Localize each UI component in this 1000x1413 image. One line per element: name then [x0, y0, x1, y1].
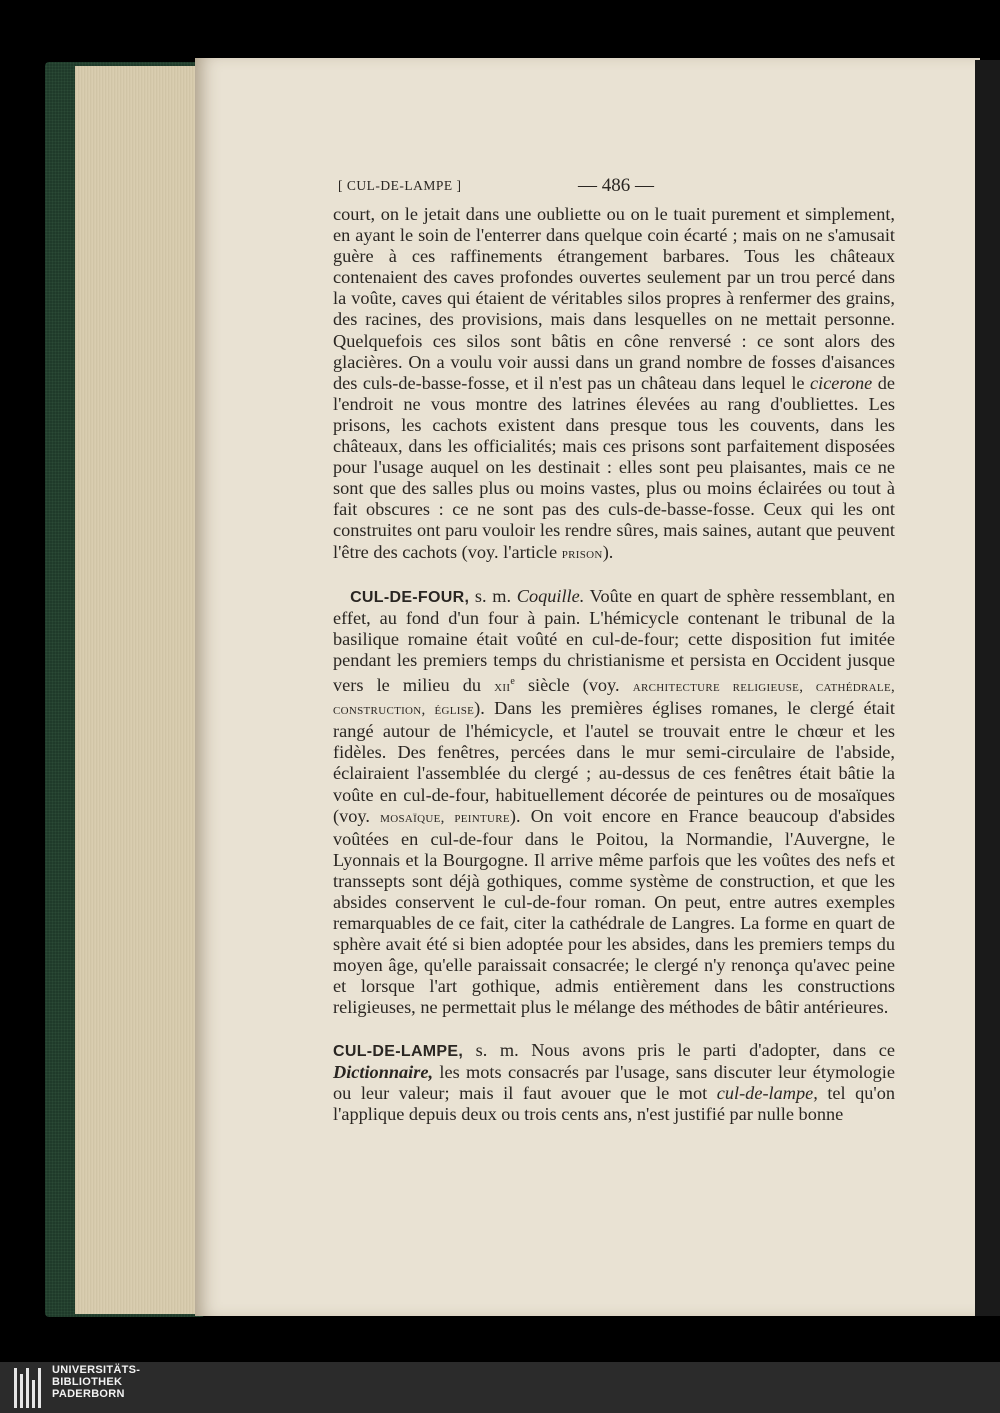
grammar-label: s. m. — [474, 585, 512, 606]
entry-cul-de-four — [333, 586, 895, 1019]
paragraph-oubliettes — [333, 204, 895, 565]
paragraph-text: Nous avons pris le parti d'adopter, dans ce — [531, 1039, 896, 1060]
page-text — [333, 204, 895, 1125]
library-name-line: UNIVERSITÄTS- — [52, 1364, 141, 1376]
paragraph-text: siècle (voy. — [527, 675, 620, 696]
italic-term: Coquille. — [516, 585, 585, 606]
page-number: — 486 — — [578, 175, 654, 196]
cross-reference: prison — [561, 545, 603, 562]
italic-term: Dictionnaire, — [333, 1061, 434, 1082]
paragraph-text: court, on le jetait dans une oubliette ou on le tuait purement et simplement, en ayant le soin de l'enterrer dans quelque coin écarté ; mais on ne s'amusait guère à ces raffinements étrangement barbares. Tous les châteaux contenaient des caves profondes ouvertes seulement par un trou percé dans la voûte, caves qui étaient de véritables silos propres à renfermer des grains, des racines, des provisions, mais dans lesquelles on ne mettait personne. Quelquefois ces silos sont bâtis en cône renversé : ce sont alors des glacières. On a voulu voir aussi dans un grand nombre de fosses d'aisances des culs-de-basse-fosse, et il n'est pas un château dans lequel le — [333, 204, 895, 393]
library-name — [52, 1364, 140, 1400]
entry-headword: CUL-DE-FOUR, — [350, 588, 470, 606]
paragraph-text: ). On voit encore en France beaucoup d'absides voûtées en cul-de-four dans le Poitou, la Normandie, l'Auvergne, le Lyonnais et la Bourgogne. Il arrive même parfois que les voûtes des nefs et transsepts sont déjà gothiques, comme système de construction, et que les absides conservent le cul-de-four roman. On peut, entre autres exemples remarquables de ce fait, citer la cathédrale de Langres. La forme en quart de sphère avait été si bien adoptée pour les absides, dans les premiers temps du moyen âge, qu'elle paraissait consacrée; le clergé n'y renonça qu'avec peine et lorsque l'art gothique, admis entièrement dans les constructions religieuses, ne permettait plus le mélange des méthodes de bâtir antérieures. — [333, 805, 895, 1018]
paragraph-text: de l'endroit ne vous montre des latrines élevées au rang d'oubliettes. Les prisons, les cachots existent dans presque tous les couvents, dans les châteaux, dans les officialités; mais ces prisons sont parfaitement disposées pour l'usage auquel on les destinait : elles sont peu plaisantes, mais ce ne sont que des salles plus ou moins vastes, plus ou moins éclairées ou tout à fait obscures : ce ne sont pas des culs-de-basse-fosse. Ceux qui les ont construites ont paru vouloir les rendre sûres, mais saines, autant que peuvent l'être des cachots (voy. l'article — [333, 372, 895, 562]
paragraph-text: ). Dans les premières églises romanes, le clergé était rangé autour de l'hémicycle, et l'autel se trouvait entre le chœur et les fidèles. Des fenêtres, percées dans le mur semi-circulaire de l'abside, éclairaient l'assemblée du clergé ; au-dessus de ces fenêtres était bâtie la voûte en cul-de-four, habituellement décorée de peintures ou de mosaïques (voy. — [333, 698, 895, 826]
library-name-line: PADERBORN — [52, 1388, 125, 1400]
running-head — [338, 175, 894, 200]
entry-headword: CUL-DE-LAMPE, — [333, 1042, 464, 1060]
italic-term: cicerone — [810, 372, 873, 393]
italic-term: cul-de-lampe, — [716, 1082, 818, 1103]
footer-bar — [0, 1362, 1000, 1413]
paragraph-text: Voûte en quart de sphère ressemblant, en effet, au fond d'un four à pain. L'hémicycle contenant le tribunal de la basilique romaine était voûté en cul-de-four; cette disposition fut imitée pendant les premiers temps du christianisme et persista en Occident jusque vers le milieu du — [333, 585, 896, 696]
century-superscript: e — [510, 675, 515, 687]
paragraph-text: les mots consacrés par l'usage, sans discuter leur étymologie ou leur valeur; mais il faut avouer que le mot — [333, 1061, 895, 1103]
running-head-title: [ CUL-DE-LAMPE ] — [338, 178, 462, 193]
cross-reference: mosaïque, peinture — [380, 809, 510, 826]
century-numeral: xii — [494, 679, 511, 696]
cross-reference: architecture religieuse, cathédrale, construction, église — [333, 679, 896, 719]
grammar-label: s. m. — [475, 1039, 519, 1060]
library-name-line: BIBLIOTHEK — [52, 1376, 123, 1388]
library-logo-icon — [14, 1368, 46, 1408]
page-gutter — [975, 60, 1000, 1316]
entry-cul-de-lampe — [333, 1040, 895, 1125]
page-edges — [75, 66, 205, 1314]
paragraph-text: tel qu'on l'applique depuis deux ou trois cents ans, n'est justifié par nulle bonne — [333, 1082, 895, 1124]
paragraph-text: ). — [602, 541, 614, 562]
